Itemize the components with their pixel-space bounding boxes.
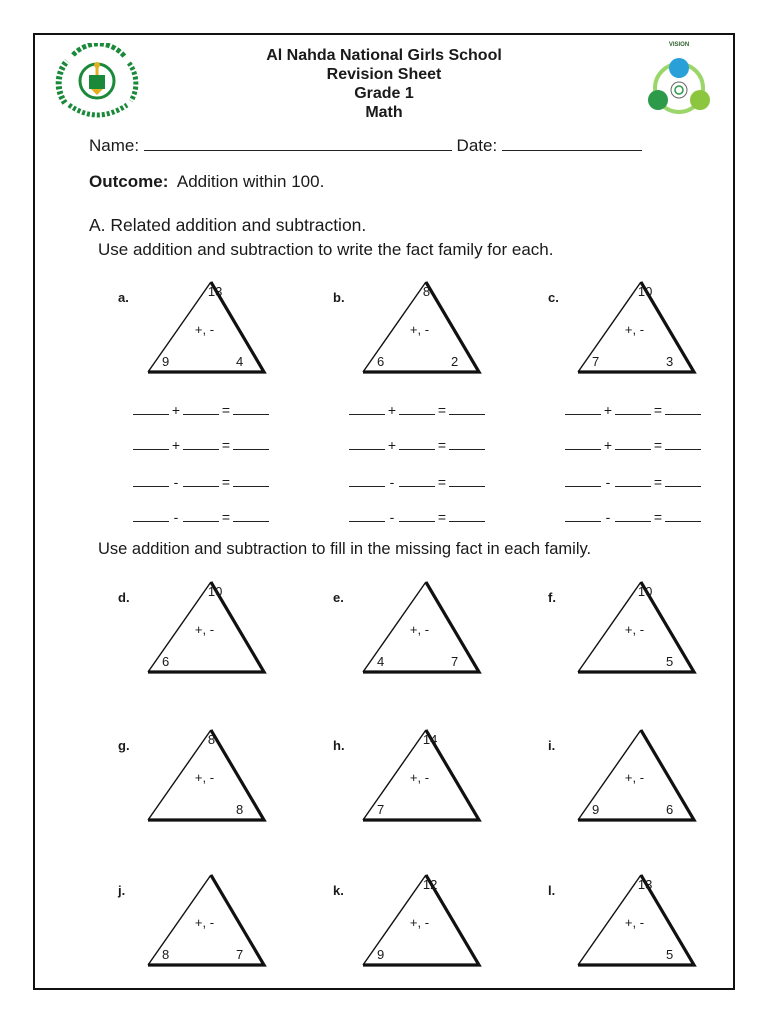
grade-label: Grade 1 (354, 85, 414, 102)
left-number: 9 (162, 354, 170, 369)
fact-answer-row (349, 402, 485, 418)
problem-label: c. (548, 290, 559, 305)
left-number: 8 (162, 947, 170, 962)
answer-blank[interactable] (233, 476, 269, 487)
equals-sign: = (221, 474, 231, 490)
triangle-f (548, 584, 704, 692)
top-number: 8 (207, 732, 216, 747)
answer-blank[interactable] (565, 511, 601, 522)
operator-sign: + (603, 402, 613, 418)
answer-blank[interactable] (183, 511, 219, 522)
section-a-title: A. Related addition and subtraction. (89, 215, 367, 235)
answer-blank[interactable] (399, 439, 435, 450)
problem-label: i. (548, 738, 556, 753)
answer-blank[interactable] (449, 439, 485, 450)
answer-blank[interactable] (665, 404, 701, 415)
equals-sign: = (653, 509, 663, 525)
triangle-e (333, 590, 489, 692)
equals-sign: = (437, 402, 447, 418)
school-name: Al Nahda National Girls School (266, 47, 502, 64)
triangle-h (333, 732, 489, 840)
triangle-k (333, 877, 489, 985)
answer-blank[interactable] (183, 404, 219, 415)
answer-blank[interactable] (665, 511, 701, 522)
operator-sign: - (389, 509, 395, 525)
sheet-title: Revision Sheet (326, 66, 442, 83)
date-field[interactable] (502, 150, 642, 151)
outcome-text: Addition within 100. (176, 172, 325, 191)
problem-label: d. (118, 590, 130, 605)
equals-sign: = (221, 509, 231, 525)
vision-logo: VISION (640, 42, 718, 122)
right-number: 7 (451, 654, 459, 669)
left-number: 7 (592, 354, 600, 369)
fact-answer-row (349, 474, 485, 490)
left-number: 6 (377, 354, 385, 369)
answer-blank[interactable] (449, 404, 485, 415)
operator-sign: - (173, 509, 179, 525)
right-number: 4 (236, 354, 244, 369)
top-number: 8 (422, 284, 431, 299)
operator-sign: - (605, 474, 611, 490)
operator-hint: +, - (624, 622, 645, 637)
answer-blank[interactable] (133, 476, 169, 487)
right-number: 2 (451, 354, 459, 369)
answer-blank[interactable] (615, 476, 651, 487)
operator-hint: +, - (409, 915, 430, 930)
equals-sign: = (437, 437, 447, 453)
right-number: 6 (666, 802, 674, 817)
fact-answer-row (133, 509, 269, 525)
operator-sign: + (387, 437, 397, 453)
problem-label: b. (333, 290, 345, 305)
top-number: 13 (207, 284, 223, 299)
answer-blank[interactable] (133, 439, 169, 450)
answer-blank[interactable] (133, 404, 169, 415)
triangle-b (333, 284, 489, 392)
answer-blank[interactable] (565, 476, 601, 487)
triangle-a (118, 284, 274, 392)
operator-sign: + (171, 437, 181, 453)
top-number: 10 (207, 584, 223, 599)
answer-blank[interactable] (349, 511, 385, 522)
equals-sign: = (653, 437, 663, 453)
fact-answer-row (565, 474, 701, 490)
top-number: 10 (637, 584, 653, 599)
operator-hint: +, - (624, 770, 645, 785)
equals-sign: = (437, 474, 447, 490)
triangle-l (548, 877, 704, 985)
operator-hint: +, - (624, 915, 645, 930)
operator-sign: + (603, 437, 613, 453)
operator-hint: +, - (194, 770, 215, 785)
problem-label: l. (548, 883, 556, 898)
equals-sign: = (653, 474, 663, 490)
triangle-c (548, 284, 704, 392)
operator-sign: + (171, 402, 181, 418)
equals-sign: = (653, 402, 663, 418)
answer-blank[interactable] (349, 476, 385, 487)
answer-blank[interactable] (615, 404, 651, 415)
fact-answer-row (565, 437, 701, 453)
triangle-j (118, 883, 274, 985)
name-date-row (89, 136, 642, 156)
answer-blank[interactable] (399, 511, 435, 522)
section-b-instruction: Use addition and subtraction to fill in the missing fact in each family. (98, 540, 592, 558)
date-label: Date: (456, 136, 498, 155)
problem-label: h. (333, 738, 345, 753)
fact-answer-row (349, 437, 485, 453)
equals-sign: = (221, 402, 231, 418)
right-number: 8 (236, 802, 244, 817)
answer-blank[interactable] (349, 439, 385, 450)
sheet-header (0, 46, 768, 122)
outcome-line: Outcome: Addition within 100. (89, 172, 325, 191)
problem-label: f. (548, 590, 556, 605)
operator-hint: +, - (409, 622, 430, 637)
problem-label: k. (333, 883, 344, 898)
operator-hint: +, - (624, 322, 645, 337)
right-number: 5 (666, 654, 674, 669)
top-number: 10 (637, 284, 653, 299)
fact-answer-row (133, 402, 269, 418)
answer-blank[interactable] (183, 476, 219, 487)
fact-answer-row (349, 509, 485, 525)
outcome-label: Outcome (89, 172, 163, 191)
problem-label: g. (118, 738, 130, 753)
problem-label: a. (118, 290, 129, 305)
name-field[interactable] (144, 150, 452, 151)
operator-hint: +, - (409, 322, 430, 337)
top-number: 12 (422, 877, 438, 892)
answer-blank[interactable] (233, 511, 269, 522)
answer-blank[interactable] (665, 476, 701, 487)
top-number: 14 (422, 732, 438, 747)
operator-hint: +, - (409, 770, 430, 785)
fact-answer-row (133, 437, 269, 453)
name-label: Name: (89, 136, 140, 155)
operator-hint: +, - (194, 622, 215, 637)
fact-answer-row (565, 402, 701, 418)
answer-blank[interactable] (133, 511, 169, 522)
fact-answer-row (565, 509, 701, 525)
left-number: 9 (377, 947, 385, 962)
answer-blank[interactable] (615, 439, 651, 450)
top-number: 13 (637, 877, 653, 892)
answer-blank[interactable] (233, 404, 269, 415)
triangle-g (118, 732, 274, 840)
left-number: 9 (592, 802, 600, 817)
subject-label: Math (365, 104, 403, 121)
operator-sign: - (173, 474, 179, 490)
triangle-d (118, 584, 274, 692)
right-number: 3 (666, 354, 674, 369)
left-number: 6 (162, 654, 170, 669)
left-number: 7 (377, 802, 385, 817)
section-a-instruction: Use addition and subtraction to write the fact family for each. (98, 240, 554, 259)
answer-blank[interactable] (349, 404, 385, 415)
fact-answer-row (133, 474, 269, 490)
answer-blank[interactable] (449, 476, 485, 487)
answer-blank[interactable] (449, 511, 485, 522)
operator-hint: +, - (194, 915, 215, 930)
answer-blank[interactable] (399, 404, 435, 415)
equals-sign: = (221, 437, 231, 453)
right-number: 7 (236, 947, 244, 962)
answer-blank[interactable] (399, 476, 435, 487)
operator-hint: +, - (194, 322, 215, 337)
problem-label: e. (333, 590, 344, 605)
answer-blank[interactable] (565, 439, 601, 450)
answer-blank[interactable] (233, 439, 269, 450)
equals-sign: = (437, 509, 447, 525)
problem-label: j. (118, 883, 126, 898)
triangle-i (548, 738, 704, 840)
right-number: 5 (666, 947, 674, 962)
operator-sign: - (605, 509, 611, 525)
answer-blank[interactable] (615, 511, 651, 522)
left-number: 4 (377, 654, 385, 669)
operator-sign: - (389, 474, 395, 490)
answer-blank[interactable] (183, 439, 219, 450)
answer-blank[interactable] (665, 439, 701, 450)
answer-blank[interactable] (565, 404, 601, 415)
operator-sign: + (387, 402, 397, 418)
